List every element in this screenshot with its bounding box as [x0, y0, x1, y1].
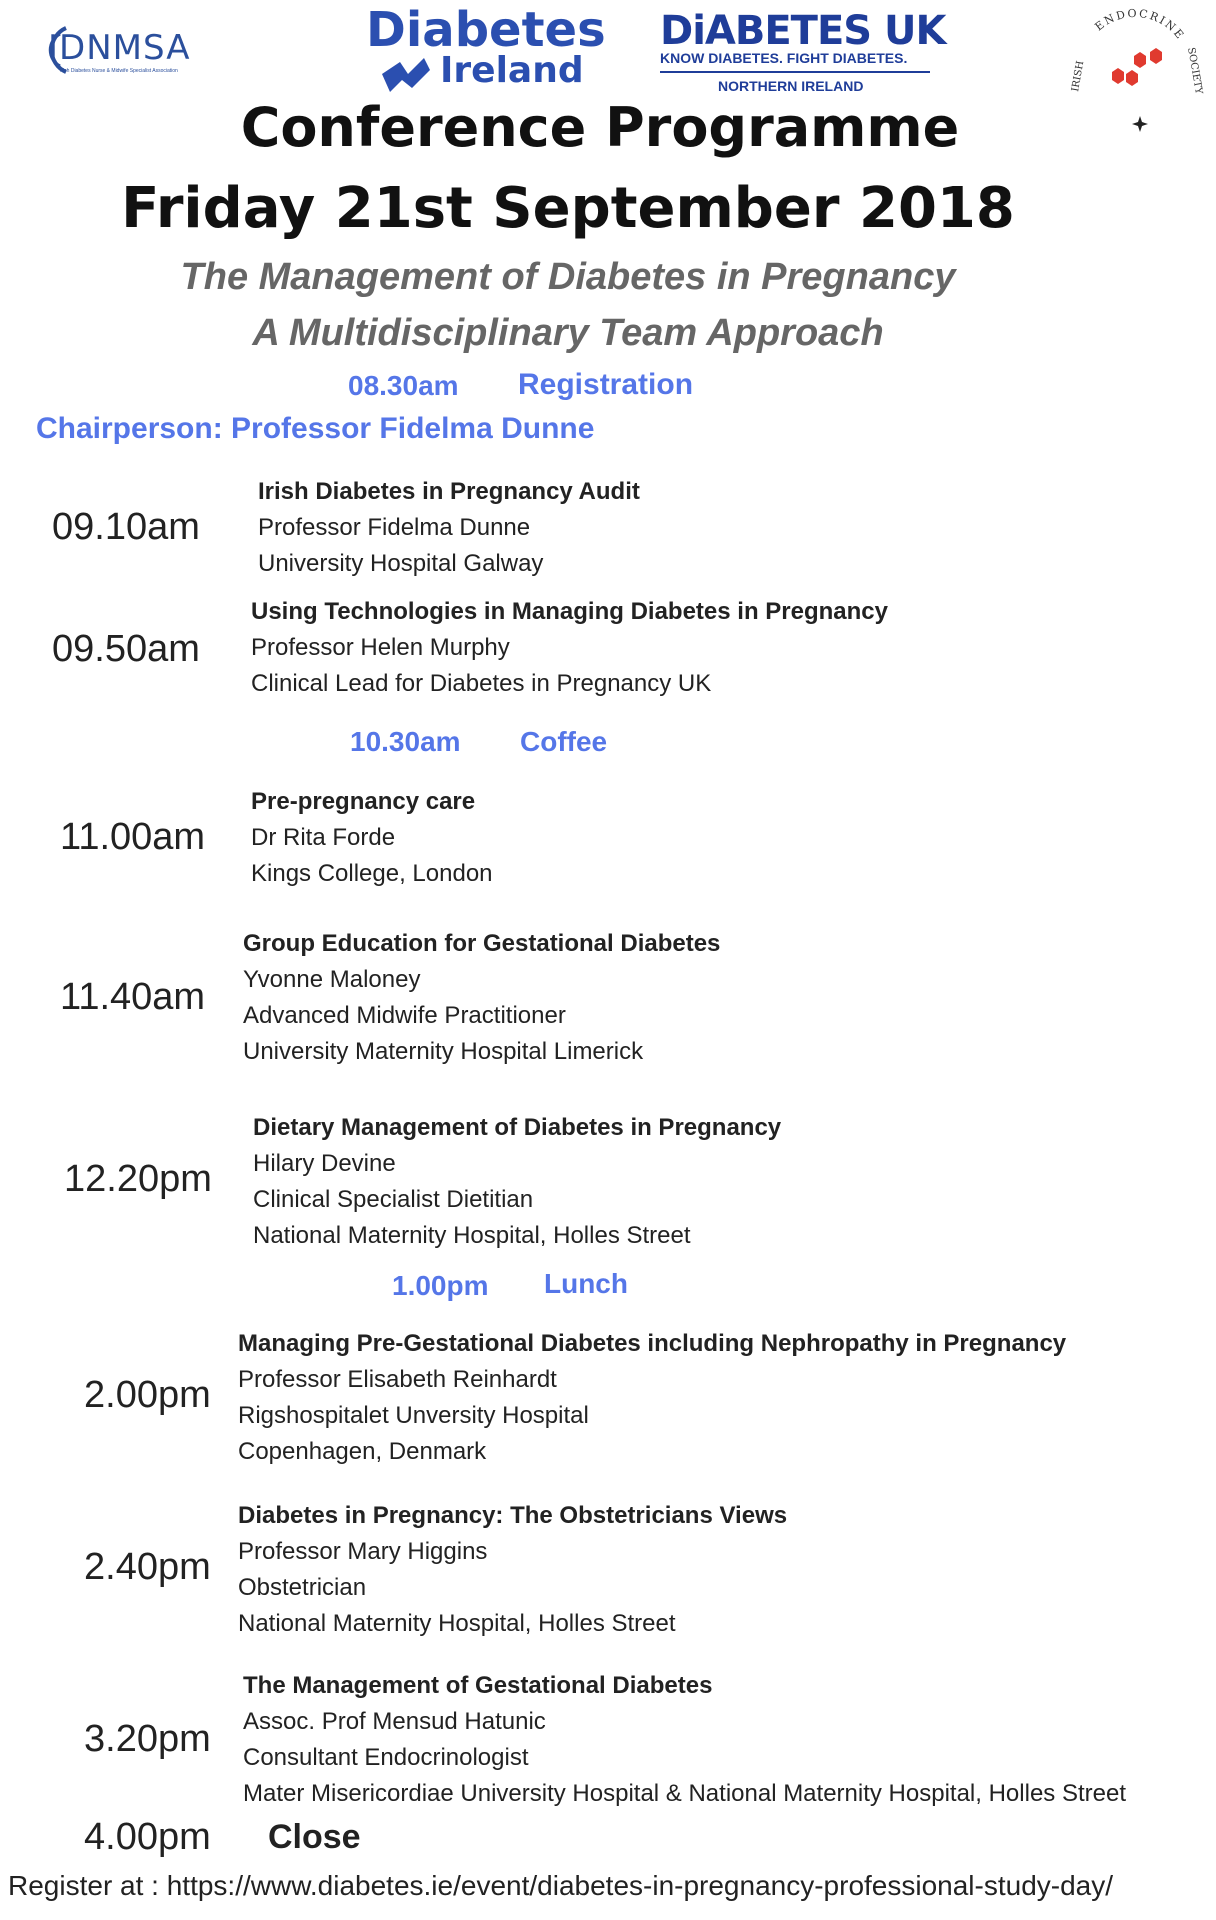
hands-icon: [378, 52, 434, 96]
session-time: 2.40pm: [84, 1546, 211, 1588]
session-affiliation: National Maternity Hospital, Holles Street: [238, 1610, 676, 1637]
session-role: Clinical Specialist Dietitian: [253, 1186, 534, 1213]
registration-label: Registration: [518, 368, 694, 401]
diabetes-uk-tagline: KNOW DIABETES. FIGHT DIABETES.: [660, 50, 908, 66]
subtitle-1: The Management of Diabetes in Pregnancy: [180, 256, 956, 298]
lunch-label: Lunch: [544, 1268, 628, 1299]
session-affiliation: Mater Misericordiae University Hospital & National Maternity Hospital, Holles Street: [243, 1780, 1126, 1807]
idnmsa-logo-text: IDNMSA: [48, 28, 191, 68]
session-title: Diabetes in Pregnancy: The Obstetricians Views: [238, 1502, 788, 1529]
session-time: 12.20pm: [64, 1158, 212, 1200]
session-affiliation: National Maternity Hospital, Holles Street: [253, 1222, 691, 1249]
session-time: 09.50am: [52, 628, 200, 670]
session-title: Managing Pre-Gestational Diabetes including Nephropathy in Pregnancy: [238, 1330, 1067, 1357]
session-speaker: Assoc. Prof Mensud Hatunic: [243, 1708, 546, 1735]
session-role: Consultant Endocrinologist: [243, 1744, 529, 1771]
diabetes-ireland-logo-subtext: Ireland: [440, 50, 584, 91]
hexagon-cluster-icon: [1112, 48, 1162, 86]
session-title: Pre-pregnancy care: [251, 788, 476, 815]
session-affiliation: University Maternity Hospital Limerick: [243, 1038, 644, 1065]
session-affiliation: Clinical Lead for Diabetes in Pregnancy UK: [251, 670, 712, 697]
ies-top-text: ENDOCRINE: [1092, 6, 1188, 43]
idnmsa-logo: [30, 20, 220, 80]
session-time: 2.00pm: [84, 1374, 211, 1416]
session-speaker: Hilary Devine: [253, 1150, 396, 1177]
session-speaker: Professor Helen Murphy: [251, 634, 510, 661]
session-title: Group Education for Gestational Diabetes: [243, 930, 721, 957]
diabetes-uk-divider: [660, 71, 930, 73]
session-speaker: Dr Rita Forde: [251, 824, 396, 851]
session-time: 3.20pm: [84, 1718, 211, 1760]
diabetes-uk-logo-text: DiABETES UK: [660, 8, 946, 54]
coffee-label: Coffee: [520, 726, 608, 757]
session-location: Copenhagen, Denmark: [238, 1438, 487, 1465]
event-date: Friday 21st September 2018: [121, 176, 1015, 241]
registration-time: 08.30am: [348, 370, 459, 401]
ies-left-text: IRISH: [1070, 60, 1087, 93]
session-affiliation: University Hospital Galway: [258, 550, 544, 577]
session-time: 11.40am: [60, 976, 206, 1018]
session-speaker: Yvonne Maloney: [243, 966, 421, 993]
session-title: The Management of Gestational Diabetes: [243, 1672, 713, 1699]
diabetes-ireland-logo-text: Diabetes: [366, 2, 606, 58]
session-affiliation: Rigshospitalet Unversity Hospital: [238, 1402, 589, 1429]
session-speaker: Professor Elisabeth Reinhardt: [238, 1366, 557, 1393]
diabetes-uk-northern-ireland: NORTHERN IRELAND: [718, 78, 864, 94]
session-affiliation: Kings College, London: [251, 860, 493, 887]
coffee-time: 10.30am: [350, 726, 461, 757]
close-time: 4.00pm: [84, 1816, 211, 1858]
register-link[interactable]: Register at : https://www.diabetes.ie/event/diabetes-in-pregnancy-professional-study-day/: [8, 1870, 1114, 1901]
lunch-time: 1.00pm: [392, 1270, 489, 1301]
session-title: Dietary Management of Diabetes in Pregnancy: [253, 1114, 782, 1141]
session-speaker: Professor Mary Higgins: [238, 1538, 488, 1565]
ies-right-text: SOCIETY: [1185, 46, 1205, 96]
idnmsa-logo-subtext: Irish Diabetes Nurse & Midwife Specialist Association: [60, 68, 178, 74]
subtitle-2: A Multidisciplinary Team Approach: [252, 312, 884, 354]
session-time: 09.10am: [52, 506, 200, 548]
session-title: Irish Diabetes in Pregnancy Audit: [258, 478, 640, 505]
page-title: Conference Programme: [240, 96, 960, 159]
session-speaker: Professor Fidelma Dunne: [258, 514, 531, 541]
session-time: 11.00am: [60, 816, 206, 858]
session-role: Obstetrician: [238, 1574, 367, 1601]
session-role: Advanced Midwife Practitioner: [243, 1002, 566, 1029]
close-label: Close: [268, 1818, 361, 1856]
session-title: Using Technologies in Managing Diabetes in Pregnancy: [251, 598, 888, 625]
chairperson: Chairperson: Professor Fidelma Dunne: [36, 412, 595, 445]
